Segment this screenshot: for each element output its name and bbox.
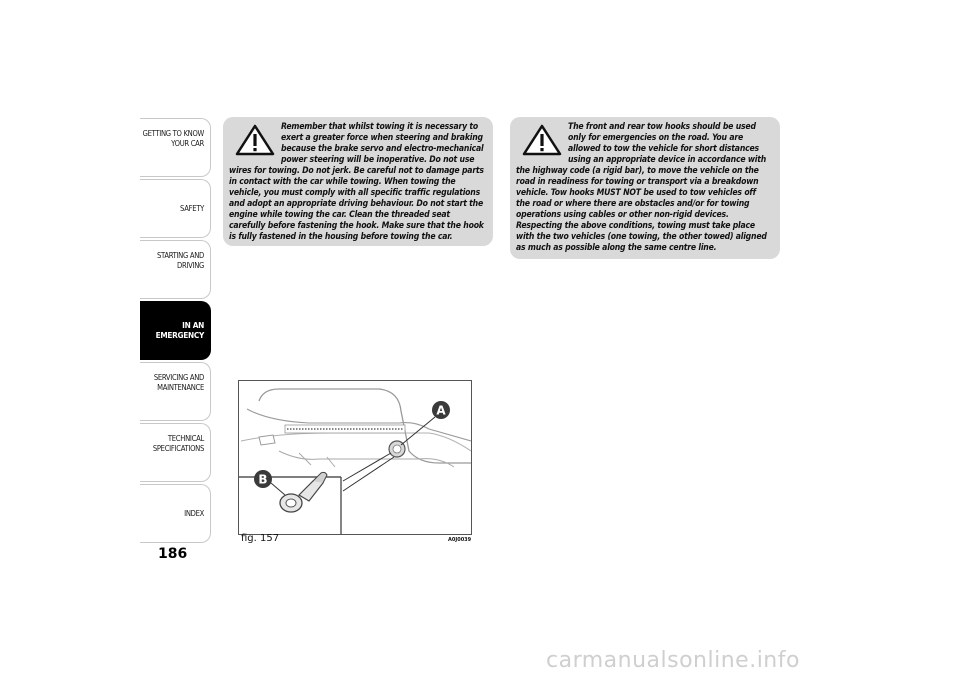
warning-box-tow-hooks [510,117,780,259]
tab-in-an-emergency[interactable]: IN AN EMERGENCY [140,301,211,360]
watermark: carmanualsonline.info [546,648,800,673]
tab-safety[interactable]: SAFETY [140,179,211,238]
figure-code: A0J0039 [448,537,472,543]
tab-servicing-and-maintenance[interactable]: SERVICING AND MAINTENANCE [140,362,211,421]
callout-b-label: B [258,472,268,487]
figure-caption: fig. 157 [241,533,280,544]
chapter-tabs [140,118,211,545]
callout-a-label: A [436,403,446,418]
tow-hook-part [280,472,327,512]
warning-box-towing-force [223,117,493,246]
warning-triangle-icon [522,124,562,156]
tab-getting-to-know-your-car[interactable]: GETTING TO KNOW YOUR CAR [140,118,211,177]
figure-tow-hook-illustration [238,380,472,535]
warning-text: Remember that whilst towing it is necessary to exert a greater force when steering and braking because the brake servo and electro-mechanical power steering will be inoperative. Do not use wires for towing. Do not jerk. Be careful not to damage parts in contact with the car while towing. When towing the vehicle, you must comply with all specific traffic regulations and adopt an appropriate driving behaviour. Do not start the engine while towing the car. Clean the threaded seat carefully before fastening the hook. Make sure that the hook is fully fastened in the housing before towing the car. [229,122,484,242]
warning-triangle-icon [235,124,275,156]
tab-index[interactable]: INDEX [140,484,211,543]
tab-technical-specifications[interactable]: TECHNICAL SPECIFICATIONS [140,423,211,482]
page-number: 186 [158,546,188,562]
tow-hook-drawing [239,381,471,534]
tab-starting-and-driving[interactable]: STARTING AND DRIVING [140,240,211,299]
warning-text: The front and rear tow hooks should be used only for emergencies on the road. You are allowed to tow the vehicle for short distances using an appropriate device in accordance with the highway code (a rigid bar), to move the vehicle on the road in readiness for towing or transport via a breakdown vehicle. Tow hooks MUST NOT be used to tow vehicles off the road or where there are obstacles and/or for towing operations using cables or other non-rigid devices. Respecting the above conditions, towing must take place with the two vehicles (one towing, the other towed) aligned as much as possible along the same centre line. [516,122,767,253]
